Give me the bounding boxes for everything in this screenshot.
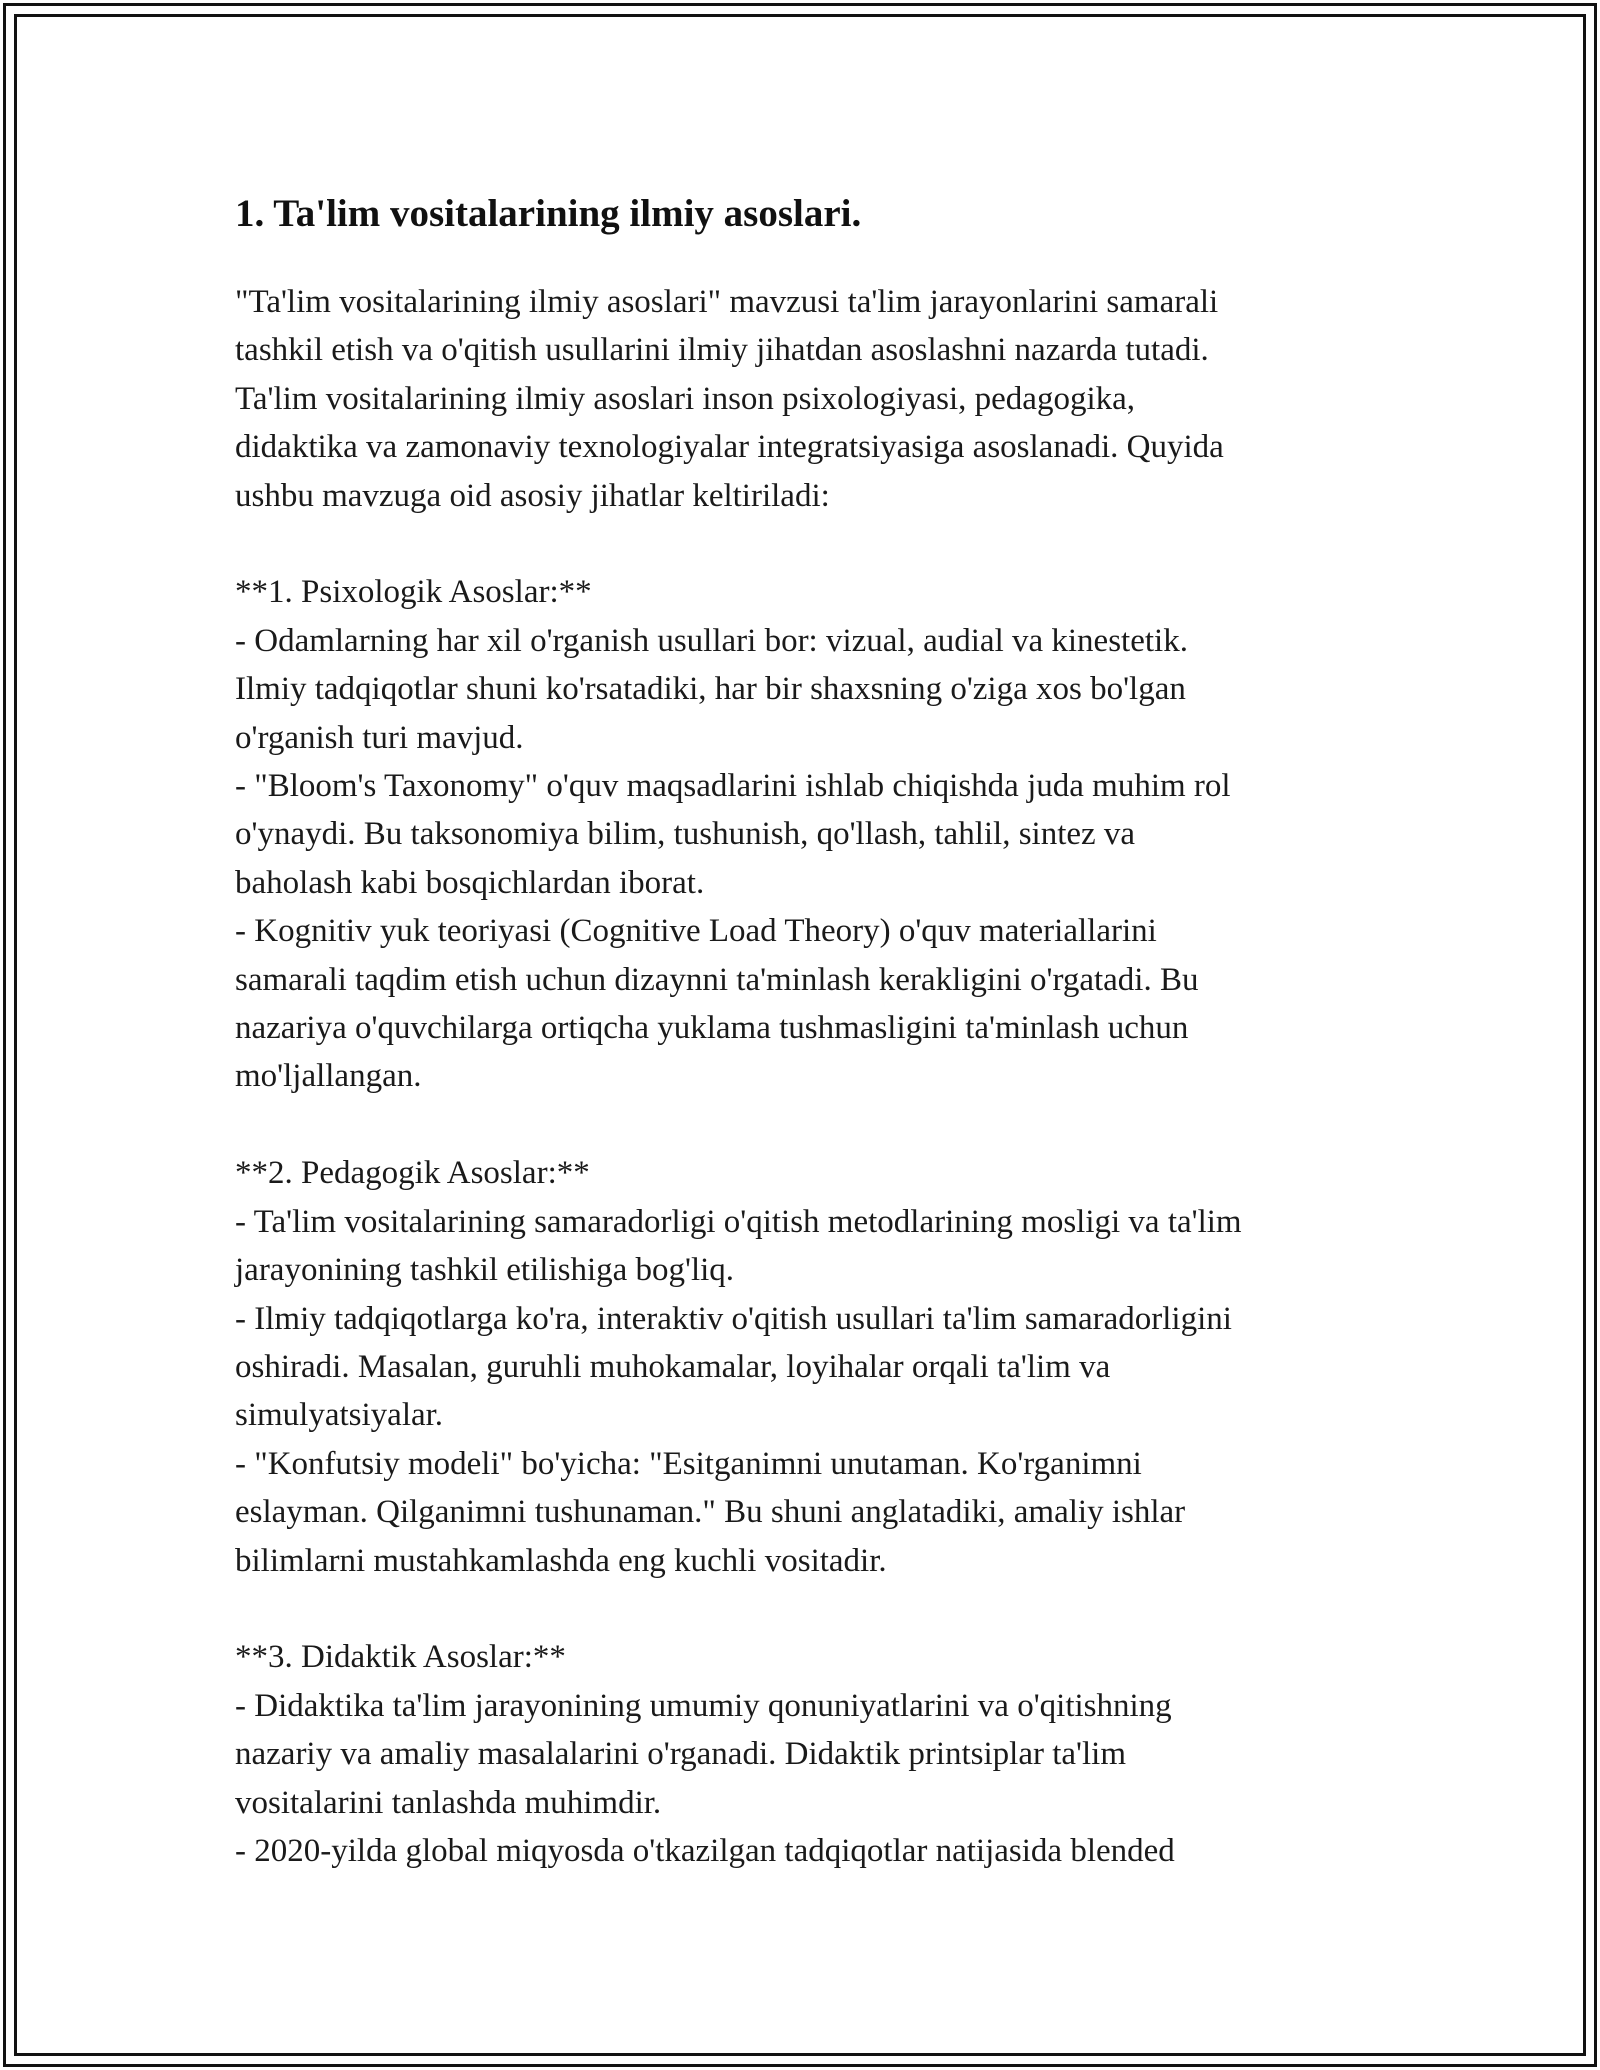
paragraph-gap [235,1585,1415,1633]
paragraph-gap [235,1101,1415,1149]
section-body-psixologik: - Odamlarning har xil o'rganish usullari bor: vizual, audial va kinestetik. Ilmiy tadqiqotlar shuni ko'rsatadiki, har bir shaxsning o'ziga xos bo'lgan o'rganish turi mavjud. - "Bloom's Taxonomy" o'quv maqsadlarini ishlab chiqishda juda muhim rol o'ynaydi. Bu taksonomiya bilim, tushunish, qo'llash, tahlil, sintez va baholash kabi bosqichlardan iborat. - Kognitiv yuk teoriyasi (Cognitive Load Theory) o'quv materiallarini samarali taqdim etish uchun dizaynni ta'minlash kerakligini o'rgatadi. Bu nazariya o'quvchilarga ortiqcha yuklama tushmasligini ta'minlash uchun mo'ljallangan. [235,622,1231,1095]
section-heading-psixologik: **1. Psixologik Asoslar:** [235,574,592,611]
paragraph-gap [235,520,1415,568]
section-body-pedagogik: - Ta'lim vositalarining samaradorligi o'qitish metodlarining mosligi va ta'lim jarayonining tashkil etilishiga bog'liq. - Ilmiy tadqiqotlarga ko'ra, interaktiv o'qitish usullari ta'lim samaradorligini oshiradi. Masalan, guruhli muhokamalar, loyihalar orqali ta'lim va simulyatsiyalar. - "Konfutsiy modeli" bo'yicha: "Esitganimni unutaman. Ko'rganimni eslayman. Qilganimni tushunaman." Bu shuni anglatadiki, amaliy ishlar bilimlarni mustahkamlashda eng kuchli vositadir. [235,1203,1242,1579]
section-body-didaktik: - Didaktika ta'lim jarayonining umumiy qonuniyatlarini va o'qitishning nazariy va amaliy masalalarini o'rganadi. Didaktik printsiplar ta'lim vositalarini tanlashda muhimdir. - 2020-yilda global miqyosda o'tkazilgan tadqiqotlar natijasida blended [235,1687,1175,1869]
page-title: 1. Ta'lim vositalarining ilmiy asoslari. [235,192,862,235]
intro-paragraph: "Ta'lim vositalarining ilmiy asoslari" mavzusi ta'lim jarayonlarini samarali tashkil etish va o'qitish usullarini ilmiy jihatdan asoslashni nazarda tutadi. Ta'lim vositalarining ilmiy asoslari inson psixologiyasi, pedagogika, didaktika va zamonaviy texnologiyalar integratsiyasiga asoslanadi. Quyida ushbu mavzuga oid asosiy jihatlar keltiriladi: [235,284,1224,514]
section-heading-didaktik: **3. Didaktik Asoslar:** [235,1639,566,1676]
document-body [235,186,1415,1875]
section-heading-pedagogik: **2. Pedagogik Asoslar:** [235,1155,590,1192]
